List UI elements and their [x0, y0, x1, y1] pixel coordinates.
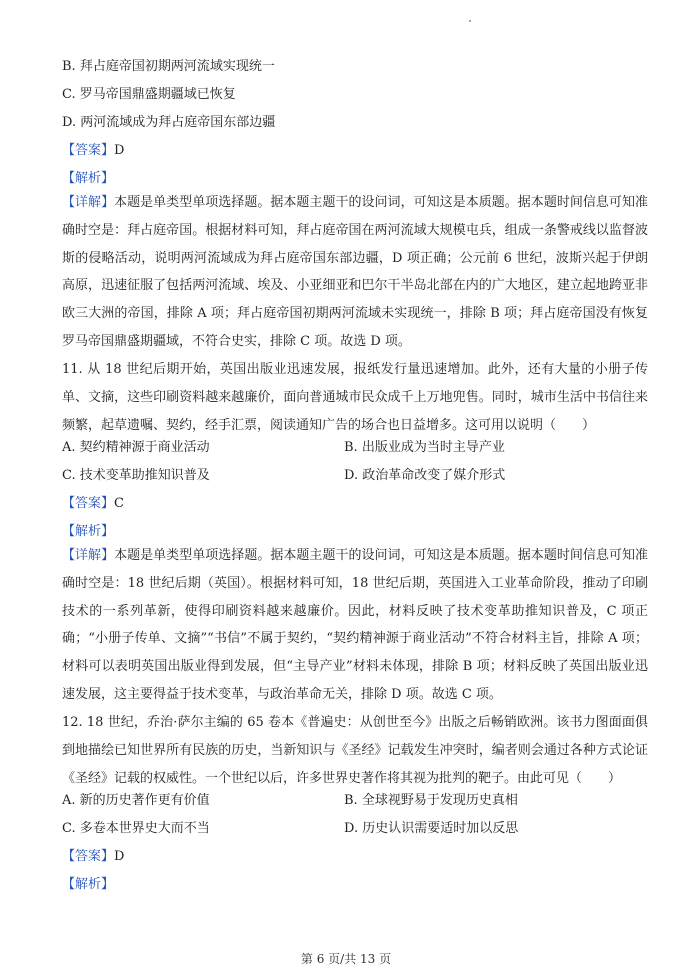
page-mark: [469, 20, 471, 22]
q11-option-a: A. 契约精神源于商业活动: [62, 440, 210, 455]
detail-label: 【详解】: [62, 548, 115, 563]
q10-option-c: C. 罗马帝国鼎盛期疆域已恢复: [62, 87, 236, 102]
answer-value: D: [114, 849, 125, 864]
q11-option-d: D. 政治革命改变了媒介形式: [344, 468, 506, 483]
answer-label: 【答案】: [62, 143, 115, 158]
q12-stem: 12. 18 世纪，乔治·萨尔主编的 65 卷本《普遍史：从创世至今》出版之后畅销欧洲。该书力图面面俱到地描绘已知世界所有民族的历史，当新知识与《圣经》记载发生冲突时，编者则会通过各种方式论证《圣经》记载的权威性。一个世纪以后，许多世界史著作将其视为批判的靶子。由此可见（ ）: [62, 715, 648, 786]
q12-answer: [62, 849, 124, 865]
detail-label: 【详解】: [62, 195, 115, 210]
q12-option-c: C. 多卷本世界史大而不当: [62, 821, 210, 836]
q12-option-a: A. 新的历史著作更有价值: [62, 793, 210, 808]
q10-answer: [62, 143, 124, 159]
q10-option-d: D. 两河流域成为拜占庭帝国东部边疆: [62, 115, 276, 130]
answer-label: 【答案】: [62, 496, 115, 511]
q11-detail: [62, 542, 648, 709]
answer-value: C: [114, 496, 124, 511]
q11-analysis-label: 【解析】: [62, 524, 115, 539]
q11-answer: [62, 496, 124, 512]
q11-option-b: B. 出版业成为当时主导产业: [344, 440, 505, 455]
q10-option-b: B. 拜占庭帝国初期两河流域实现统一: [62, 59, 275, 74]
q12-analysis-label: 【解析】: [62, 877, 115, 892]
answer-label: 【答案】: [62, 849, 115, 864]
q11-option-c: C. 技术变革助推知识普及: [62, 468, 210, 483]
q11-stem: 11. 从 18 世纪后期开始，英国出版业迅速发展，报纸发行量迅速增加。此外，还有大量的小册子传单、文摘，这些印刷资料越来越廉价，面向普通城市民众成千上万地兜售。同时，城市生活中书信往来频繁，起草遗嘱、契约，经手汇票，阅读通知广告的场合也日益增多。这可用以说明（ ）: [62, 362, 648, 433]
q10-detail: [62, 189, 648, 356]
q10-analysis-label: 【解析】: [62, 171, 115, 186]
answer-value: D: [114, 143, 125, 158]
page-footer: 第 6 页/共 13 页: [300, 952, 392, 966]
detail-text: 本题是单类型单项选择题。据本题主题干的设问词，可知这是本质题。据本题时间信息可知准确时空是：18 世纪后期（英国）。根据材料可知，18 世纪后期，英国进入工业革命阶段，推动了印刷技术的一系列革新，使得印刷资料越来越廉价。因此，材料反映了技术变革助推知识普及，C 项正确；“小册子传单、文摘”“书信”不属于契约，“契约精神源于商业活动”不符合材料主旨，排除 A 项；材料可以表明英国出版业得到发展，但“主导产业”材料未体现，排除 B 项；材料反映了英国出版业迅速发展，这主要得益于技术变革，与政治革命无关，排除 D 项。故选 C 项。: [62, 548, 648, 702]
q12-option-b: B. 全球视野易于发现历史真相: [344, 793, 518, 808]
q12-option-d: D. 历史认识需要适时加以反思: [344, 821, 519, 836]
detail-text: 本题是单类型单项选择题。据本题主题干的设问词，可知这是本质题。据本题时间信息可知准确时空是：拜占庭帝国。根据材料可知，拜占庭帝国在两河流域大规模屯兵，组成一条警戒线以监督波斯的侵略活动，说明两河流域成为拜占庭帝国东部边疆，D 项正确；公元前 6 世纪，波斯兴起于伊朗高原，迅速征服了包括两河流域、埃及、小亚细亚和巴尔干半岛北部在内的广大地区，建立起地跨亚非欧三大洲的帝国，排除 A 项；拜占庭帝国初期两河流域未实现统一，排除 B 项；拜占庭帝国没有恢复罗马帝国鼎盛期疆域，不符合史实，排除 C 项。故选 D 项。: [62, 195, 648, 349]
